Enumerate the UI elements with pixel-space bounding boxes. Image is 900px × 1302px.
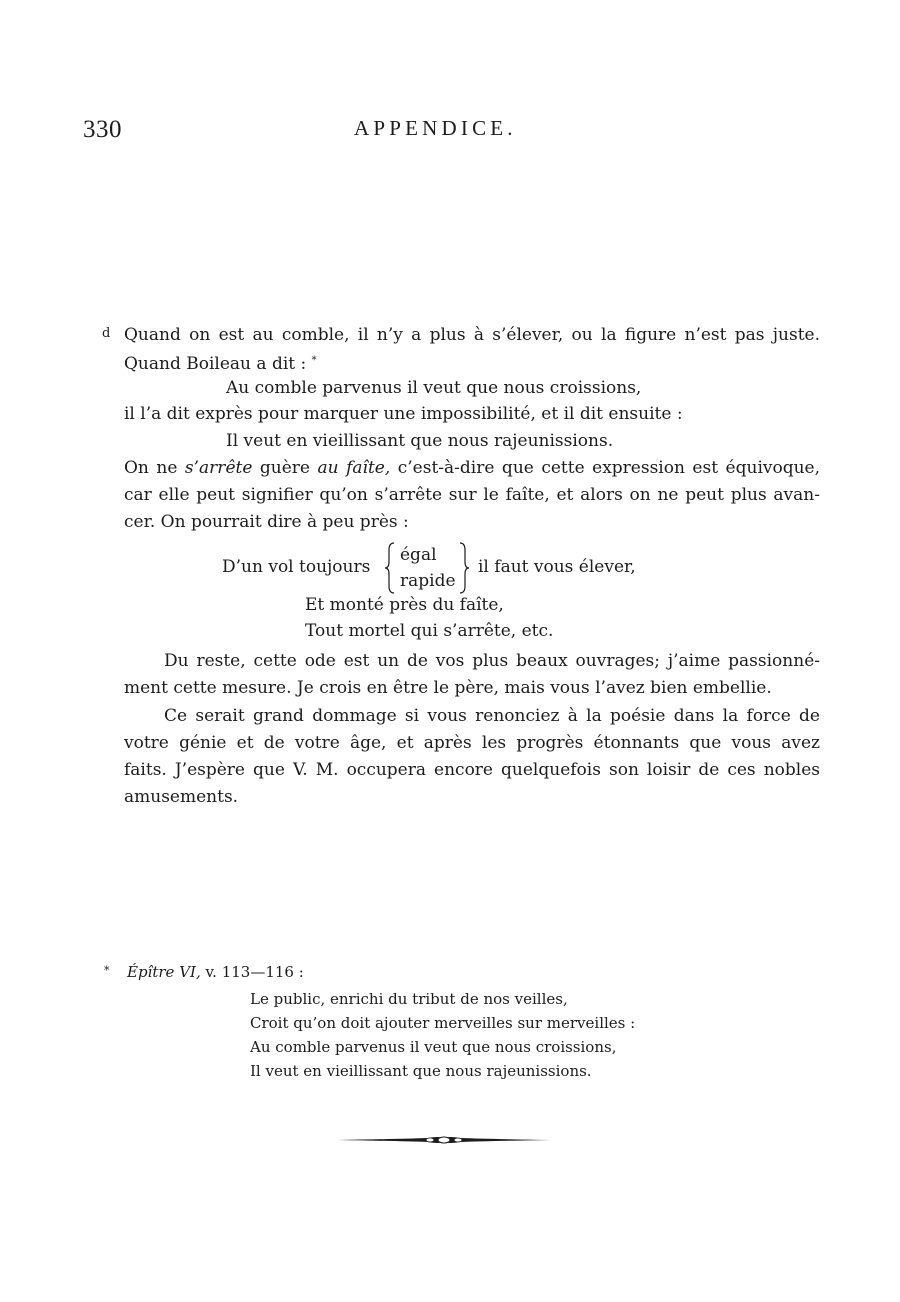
footnote-verse: Au comble parvenus il veut que nous croissions, [250,1038,617,1056]
footnote-verse: Il veut en vieillissant que nous rajeunissions. [250,1062,592,1080]
footnote-source-title: Épître VI, [127,963,201,981]
text-line: car elle peut signifier qu’on s’arrête sur le faîte, et alors on ne peut plus avan- [124,485,820,505]
footnote-reference: * [311,355,317,366]
text-line [124,455,820,481]
running-title: APPENDICE. [354,116,517,140]
text-line: cer. On pourrait dire à peu près : [124,512,409,532]
text-fragment: On ne [124,458,185,478]
tailpiece-ornament-icon [338,1130,550,1150]
verse-line: Il veut en vieillissant que nous rajeunissions. [226,431,614,451]
text-line: votre génie et de votre âge, et après les progrès étonnants que vous avez [124,733,820,753]
brace-verse-lead: D’un vol toujours [222,557,371,577]
text-fragment: c’est-à-dire que cette expression est équivoque, [390,458,821,478]
text-line: Quand on est au comble, il n’y a plus à s’élever, ou la figure n’est pas juste. [124,325,820,345]
verse-line: Tout mortel qui s’arrête, etc. [305,621,554,641]
brace-option-1: égal [400,545,437,565]
curly-brace-right-icon [458,542,470,594]
page-number: 330 [83,116,122,143]
text-line: faits. J’espère que V. M. occupera encore quelquefois son loisir de ces nobles [124,760,820,780]
footnote-marker: * [104,964,110,977]
verse-line: Et monté près du faîte, [305,595,504,615]
curly-brace-left-icon [384,542,396,594]
text-line: ment cette mesure. Je crois en être le père, mais vous l’avez bien embellie. [124,678,772,698]
footnote-source-ref: v. 113—116 : [200,963,304,981]
text-fragment: guère [252,458,318,478]
brace-verse [222,538,822,598]
italic-fragment: s’arrête [184,458,253,478]
footnote-verse: Croit qu’on doit ajouter merveilles sur merveilles : [250,1014,636,1032]
page-header [0,0,900,160]
text-line-content: Quand Boileau a dit : [124,354,307,374]
italic-fragment: au faîte, [317,458,391,478]
footnote-source [127,960,304,984]
verse-line: Au comble parvenus il veut que nous croissions, [226,378,642,398]
text-line: Du reste, cette ode est un de vos plus beaux ouvrages; j’aime passionné- [164,651,820,671]
text-line: Ce serait grand dommage si vous renonciez à la poésie dans la force de [164,706,820,726]
note-marker: d [102,326,111,341]
text-line [124,348,820,374]
text-line: amusements. [124,787,239,807]
footnote-verse: Le public, enrichi du tribut de nos veilles, [250,990,568,1008]
text-line: il l’a dit exprès pour marquer une impossibilité, et il dit ensuite : [124,404,683,424]
brace-option-2: rapide [400,571,456,591]
brace-verse-trail: il faut vous élever, [478,557,636,577]
